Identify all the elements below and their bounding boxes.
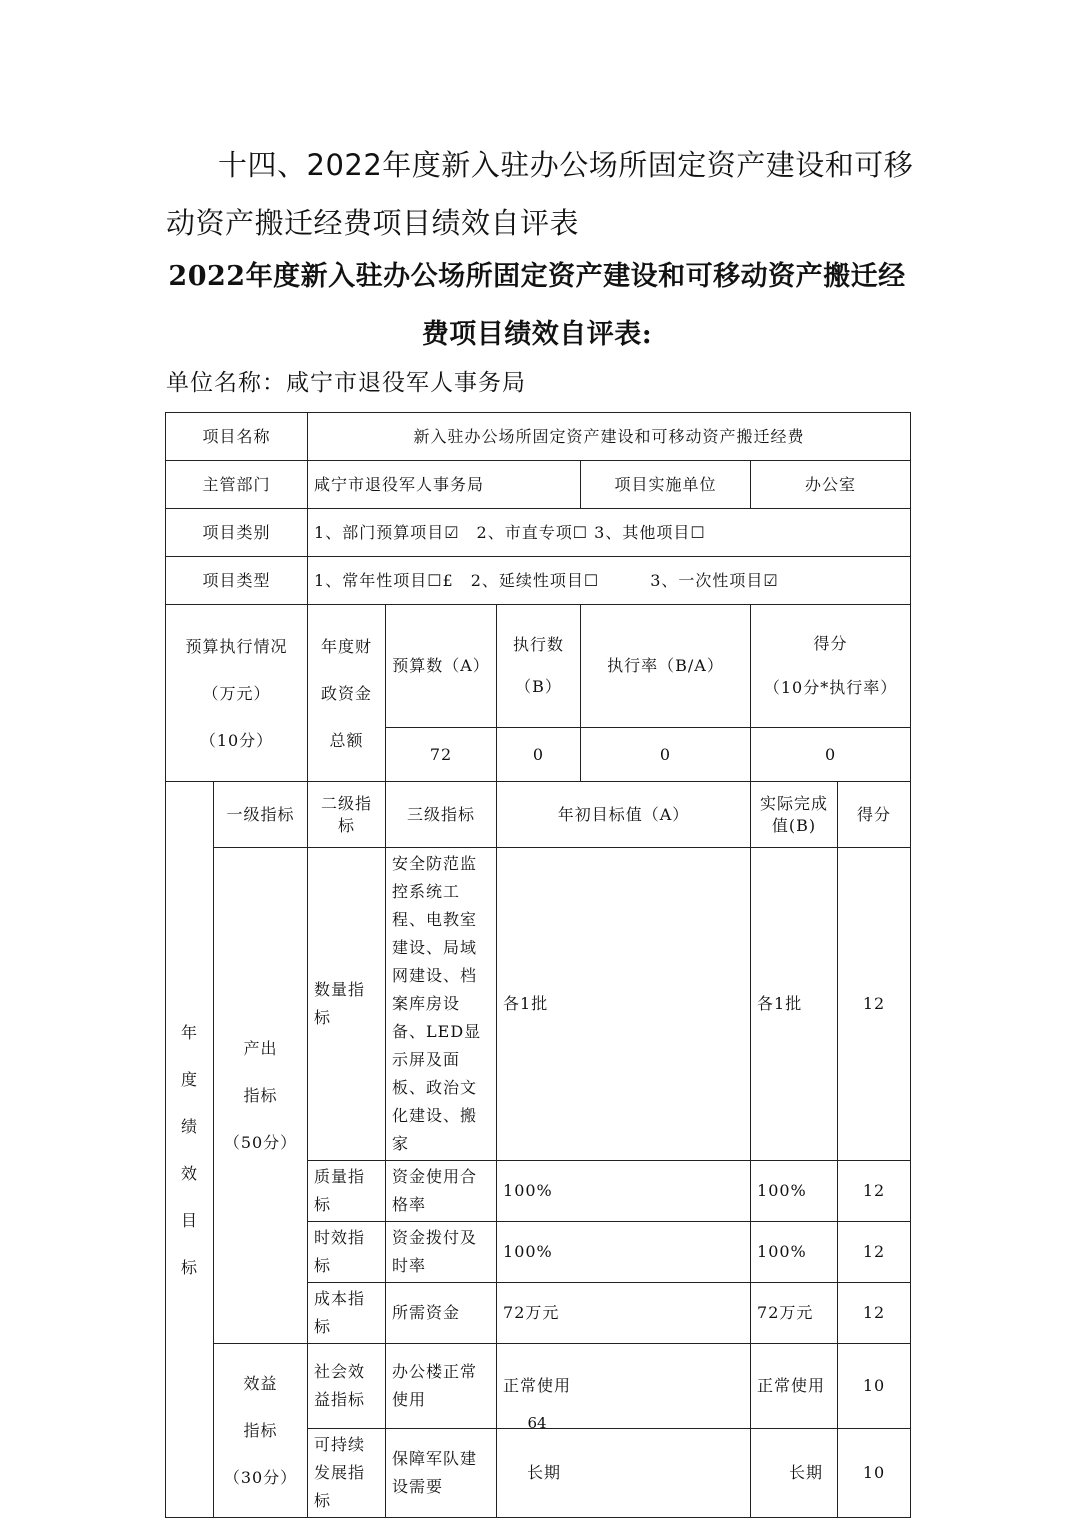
- target-cell: 正常使用: [497, 1344, 751, 1429]
- unit-name: 单位名称：咸宁市退役军人事务局: [166, 370, 526, 396]
- level3-cell: 资金拨付及时率: [386, 1222, 497, 1283]
- level3-cell: 办公楼正常使用: [386, 1344, 497, 1429]
- score-cell: 12: [838, 1283, 911, 1344]
- level3-cell: 所需资金: [386, 1283, 497, 1344]
- row-budget-header: [166, 605, 911, 728]
- actual-cell: 长期: [751, 1429, 838, 1518]
- indicator-score-header: 得分: [838, 782, 911, 848]
- score-cell: 12: [838, 1222, 911, 1283]
- level3-header: 三级指标: [386, 782, 497, 848]
- output-group-line: （50分）: [223, 1133, 298, 1152]
- output-group-line: 指标: [243, 1086, 278, 1105]
- annual-goal-char: 绩: [180, 1116, 198, 1136]
- section-title: 十四、2022年度新入驻办公场所固定资产建设和可移动资产搬迁经费项目绩效自评表: [166, 148, 914, 240]
- category-label: 项目类别: [166, 509, 308, 557]
- type-value: 1、常年性项目☐£ 2、延续性项目☐ 3、一次性项目☑: [308, 557, 911, 605]
- score-header: [751, 605, 911, 728]
- output-group-line: 产出: [243, 1039, 278, 1058]
- actual-cell: 各1批: [751, 848, 838, 1161]
- target-cell: 长期: [497, 1429, 751, 1518]
- benefit-group-line: 效益: [243, 1374, 278, 1393]
- score-header-line: 得分: [813, 634, 848, 653]
- exec-header: [497, 605, 581, 728]
- target-cell: 各1批: [497, 848, 751, 1161]
- exec-header-line: 执行数: [513, 635, 565, 654]
- score-cell: 10: [838, 1344, 911, 1429]
- row-type: [166, 557, 911, 605]
- budget-label-line: 预算执行情况: [185, 636, 288, 656]
- exec-header-line: （B）: [515, 677, 562, 696]
- impl-label: 项目实施单位: [581, 461, 751, 509]
- level2-cell: 可持续发展指标: [308, 1429, 386, 1518]
- score-cell: 12: [838, 1161, 911, 1222]
- rate-header: 执行率（B/A）: [581, 605, 751, 728]
- annual-goal-text: [166, 1009, 213, 1291]
- benefit-group-line: （30分）: [223, 1468, 298, 1487]
- target-cell: 100%: [497, 1222, 751, 1283]
- level3-cell: 资金使用合格率: [386, 1161, 497, 1222]
- annual-goal-label: [166, 782, 214, 1518]
- level2-cell: 质量指标: [308, 1161, 386, 1222]
- actual-header: 实际完成值(B): [751, 782, 838, 848]
- annual-goal-char: 年: [180, 1022, 198, 1042]
- level2-cell: 成本指标: [308, 1283, 386, 1344]
- benefit-group-line: 指标: [243, 1421, 278, 1440]
- annual-goal-char: 度: [180, 1069, 198, 1089]
- score-value: 0: [751, 728, 911, 782]
- dept-value: 咸宁市退役军人事务局: [308, 461, 581, 509]
- project-name-label: 项目名称: [166, 413, 308, 461]
- row-category: [166, 509, 911, 557]
- budget-header: 预算数（A）: [386, 605, 497, 728]
- fund-label-line: 总额: [329, 730, 364, 750]
- target-header: 年初目标值（A）: [497, 782, 751, 848]
- table-row: [166, 848, 911, 1161]
- annual-goal-char: 目: [180, 1210, 198, 1230]
- level3-cell: 保障军队建设需要: [386, 1429, 497, 1518]
- score-cell: 12: [838, 848, 911, 1161]
- actual-cell: 100%: [751, 1222, 838, 1283]
- fund-label-line: 政资金: [321, 683, 373, 703]
- rate-value: 0: [581, 728, 751, 782]
- budget-label-line: （10分）: [199, 730, 274, 750]
- actual-cell: 正常使用: [751, 1344, 838, 1429]
- fund-label-line: 年度财: [321, 636, 373, 656]
- exec-value: 0: [497, 728, 581, 782]
- budget-label: [166, 605, 308, 782]
- row-project-name: [166, 413, 911, 461]
- target-cell: 72万元: [497, 1283, 751, 1344]
- actual-cell: 100%: [751, 1161, 838, 1222]
- page-number: 64: [527, 1414, 547, 1432]
- score-header-line: （10分*执行率）: [763, 678, 898, 697]
- row-indicator-header: [166, 782, 911, 848]
- impl-value: 办公室: [751, 461, 911, 509]
- performance-table: [165, 412, 911, 1518]
- dept-label: 主管部门: [166, 461, 308, 509]
- annual-goal-char: 标: [180, 1257, 198, 1277]
- level2-cell: 社会效益指标: [308, 1344, 386, 1429]
- project-name-value: 新入驻办公场所固定资产建设和可移动资产搬迁经费: [308, 413, 911, 461]
- fund-label: [308, 605, 386, 782]
- score-cell: 10: [838, 1429, 911, 1518]
- table-title: 2022年度新入驻办公场所固定资产建设和可移动资产搬迁经费项目绩效自评表:: [168, 261, 906, 350]
- row-department: [166, 461, 911, 509]
- output-group-label: [214, 848, 308, 1344]
- level3-cell: 安全防范监控系统工程、电教室建设、局域网建设、档案库房设备、LED显示屏及面板、政治文化建设、搬家: [386, 848, 497, 1161]
- level2-cell: 数量指标: [308, 848, 386, 1161]
- category-value: 1、部门预算项目☑ 2、市直专项☐ 3、其他项目☐: [308, 509, 911, 557]
- budget-label-line: （万元）: [202, 683, 271, 703]
- target-cell: 100%: [497, 1161, 751, 1222]
- type-label: 项目类型: [166, 557, 308, 605]
- actual-cell: 72万元: [751, 1283, 838, 1344]
- level1-header: 一级指标: [214, 782, 308, 848]
- level2-cell: 时效指标: [308, 1222, 386, 1283]
- budget-value: 72: [386, 728, 497, 782]
- annual-goal-char: 效: [180, 1163, 198, 1183]
- level2-header: 二级指标: [308, 782, 386, 848]
